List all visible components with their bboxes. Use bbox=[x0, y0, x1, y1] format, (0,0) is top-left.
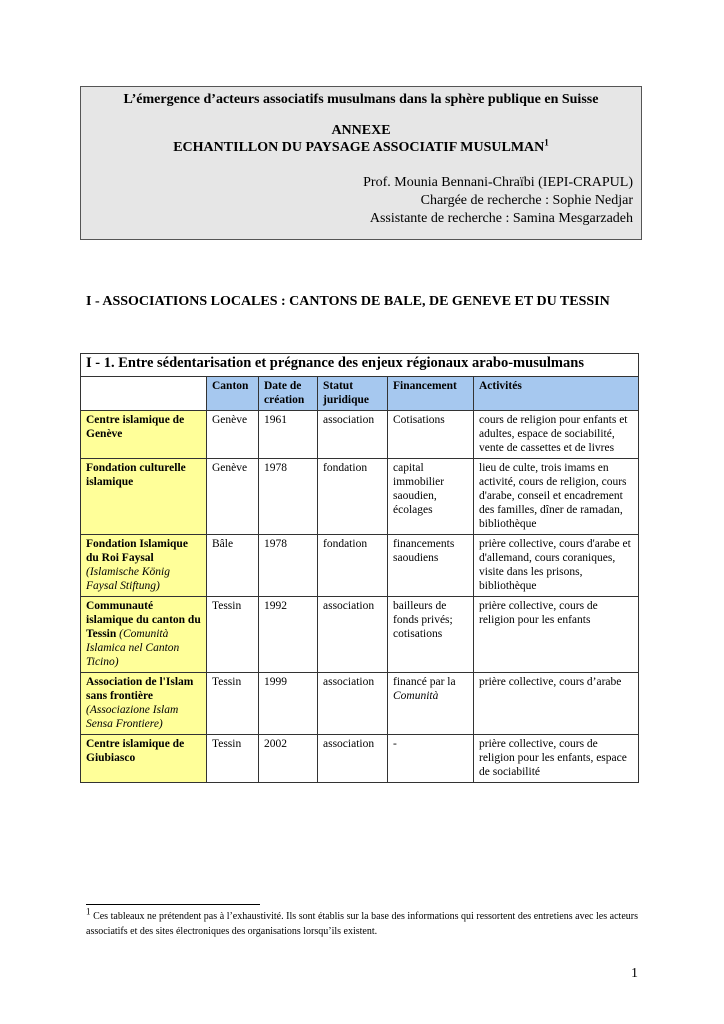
canton-cell: Genève bbox=[207, 459, 259, 535]
annexe-subtitle: ECHANTILLON DU PAYSAGE ASSOCIATIF MUSULMAN$^1$ bbox=[173, 137, 549, 155]
date-cell: 1961 bbox=[259, 411, 318, 459]
canton-cell: Tessin bbox=[207, 735, 259, 783]
canton-cell: Tessin bbox=[207, 673, 259, 735]
col-canton: Canton bbox=[207, 377, 259, 411]
footnote-ref: 1 bbox=[544, 137, 549, 148]
org-name: Communauté islamique du canton du Tessin bbox=[86, 600, 201, 640]
footnote-divider bbox=[86, 904, 260, 905]
activites-cell: cours de religion pour enfants et adultes, espace de sociabilité, vente de cassettes et de livres bbox=[474, 411, 639, 459]
author-line: Prof. Mounia Bennani-Chraïbi (IEPI-CRAPUL) bbox=[363, 175, 633, 190]
financement-cell: financements saoudiens bbox=[388, 535, 474, 597]
footnote-number: 1 bbox=[86, 906, 91, 917]
col-financement: Financement bbox=[388, 377, 474, 411]
blank-header bbox=[81, 377, 207, 411]
table-row bbox=[81, 535, 639, 597]
table-row bbox=[81, 459, 639, 535]
org-name: Association de l'Islam sans frontière bbox=[86, 676, 194, 702]
date-cell: 1992 bbox=[259, 597, 318, 673]
page-number: 1 bbox=[631, 966, 638, 981]
statut-cell: association bbox=[318, 597, 388, 673]
org-name-alt: (Associazione Islam Sensa Frontiere) bbox=[86, 704, 179, 730]
col-date: Date de création bbox=[259, 377, 318, 411]
statut-cell: fondation bbox=[318, 459, 388, 535]
activites-cell: prière collective, cours de religion pour les enfants bbox=[474, 597, 639, 673]
footnote-text: Ces tableaux ne prétendent pas à l’exhaustivité. Ils sont établis sur la base des informations qui ressortent des entretiens avec les acteurs associatifs et des sites électroniques des organisations lorsqu’ils existent. bbox=[86, 911, 638, 937]
canton-cell: Tessin bbox=[207, 597, 259, 673]
financement-cell: financé par la Comunità bbox=[388, 673, 474, 735]
activites-cell: prière collective, cours d'arabe et d'allemand, cours coraniques, visite dans les prisons, bibliothèque bbox=[474, 535, 639, 597]
canton-cell: Genève bbox=[207, 411, 259, 459]
date-cell: 1999 bbox=[259, 673, 318, 735]
org-name-cell bbox=[81, 673, 207, 735]
date-cell: 2002 bbox=[259, 735, 318, 783]
date-cell: 1978 bbox=[259, 535, 318, 597]
statut-cell: association bbox=[318, 735, 388, 783]
org-name: Fondation culturelle islamique bbox=[81, 459, 207, 535]
org-name: Centre islamique de Genève bbox=[81, 411, 207, 459]
col-statut: Statut juridique bbox=[318, 377, 388, 411]
statut-cell: association bbox=[318, 411, 388, 459]
author-line: Chargée de recherche : Sophie Nedjar bbox=[420, 193, 633, 208]
section-title: I - ASSOCIATIONS LOCALES : CANTONS DE BALE, DE GENEVE ET DU TESSIN bbox=[86, 294, 610, 309]
table-row bbox=[81, 673, 639, 735]
associations-table bbox=[80, 353, 639, 783]
annexe-heading: ANNEXE bbox=[331, 123, 391, 138]
statut-cell: association bbox=[318, 673, 388, 735]
footnote bbox=[86, 906, 638, 939]
financement-cell: Cotisations bbox=[388, 411, 474, 459]
org-name: Fondation Islamique du Roi Faysal bbox=[86, 538, 188, 564]
author-line: Assistante de recherche : Samina Mesgarzadeh bbox=[369, 211, 633, 226]
financement-cell: capital immobilier saoudien, écolages bbox=[388, 459, 474, 535]
canton-cell: Bâle bbox=[207, 535, 259, 597]
header-box bbox=[80, 86, 642, 240]
statut-cell: fondation bbox=[318, 535, 388, 597]
financement-alt: Comunità bbox=[393, 690, 439, 702]
table-title: I - 1. Entre sédentarisation et prégnance des enjeux régionaux arabo-musulmans bbox=[81, 354, 639, 377]
table-row bbox=[81, 411, 639, 459]
table-title-row bbox=[81, 354, 639, 377]
col-activites: Activités bbox=[474, 377, 639, 411]
document-title: L’émergence d’acteurs associatifs musulmans dans la sphère publique en Suisse bbox=[123, 92, 599, 107]
financement-cell: bailleurs de fonds privés; cotisations bbox=[388, 597, 474, 673]
activites-cell: prière collective, cours de religion pour les enfants, espace de sociabilité bbox=[474, 735, 639, 783]
table-row bbox=[81, 735, 639, 783]
org-name-alt: (Comunità Islamica nel Canton Ticino) bbox=[86, 628, 180, 668]
org-name-alt: (Islamische König Faysal Stiftung) bbox=[86, 566, 171, 592]
date-cell: 1978 bbox=[259, 459, 318, 535]
activites-cell: prière collective, cours d’arabe bbox=[474, 673, 639, 735]
org-name-cell bbox=[81, 535, 207, 597]
activites-cell: lieu de culte, trois imams en activité, cours de religion, cours d'arabe, conseil et encadrement des familles, dîner de ramadan, bibliothèque bbox=[474, 459, 639, 535]
org-name-cell bbox=[81, 597, 207, 673]
column-header-row bbox=[81, 377, 639, 411]
org-name: Centre islamique de Giubiasco bbox=[81, 735, 207, 783]
financement-cell: - bbox=[388, 735, 474, 783]
table-row bbox=[81, 597, 639, 673]
